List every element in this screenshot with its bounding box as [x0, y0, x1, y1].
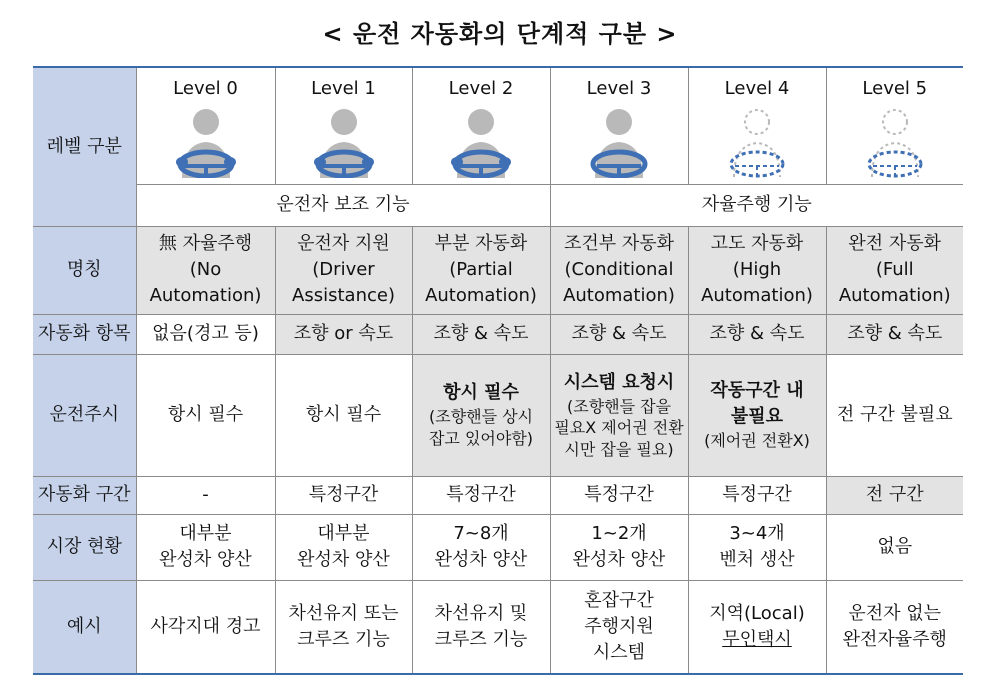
driver-hands-on-wheel-icon — [413, 106, 550, 178]
zone-cell-2: 특정구간 — [412, 476, 550, 514]
monitoring-cell-3 — [550, 354, 688, 476]
example-line: 크루즈 기능 — [297, 628, 390, 650]
level-label: Level 5 — [862, 78, 928, 99]
market-line: 완성차 양산 — [434, 549, 528, 570]
name-en: (Conditional — [564, 258, 674, 280]
example-cell-2 — [412, 580, 550, 674]
zone-cell-3: 특정구간 — [550, 476, 688, 514]
zone-cell-4: 특정구간 — [688, 476, 826, 514]
group-autonomous: 자율주행 기능 — [550, 184, 963, 226]
level-label: Level 0 — [173, 78, 238, 99]
monitoring-note: 시만 잡을 필요) — [564, 439, 674, 459]
row-label-monitoring: 운전주시 — [33, 354, 136, 476]
example-line: 지역(Local) — [709, 602, 805, 624]
name-ko: 고도 자동화 — [710, 232, 804, 254]
market-line: 7~8개 — [453, 522, 509, 544]
items-cell-5: 조향 & 속도 — [826, 314, 963, 354]
market-line: 없음 — [877, 535, 913, 557]
monitoring-cell-5: 전 구간 불필요 — [826, 354, 963, 476]
name-cell-4 — [688, 226, 826, 314]
name-ko: 완전 자동화 — [848, 232, 942, 254]
row-label-zone: 자동화 구간 — [33, 476, 136, 514]
name-en: (High — [732, 258, 782, 280]
row-label-level: 레벨 구분 — [33, 67, 136, 226]
name-en: Assistance) — [292, 285, 395, 307]
monitoring-cell-4 — [688, 354, 826, 476]
market-cell-1 — [275, 514, 412, 580]
level-4-cell — [688, 67, 826, 184]
example-cell-4 — [688, 580, 826, 674]
monitoring-note: 잡고 있어야함) — [428, 429, 534, 449]
monitoring-summary: 시스템 요청시 — [563, 371, 675, 393]
name-cell-3 — [550, 226, 688, 314]
zone-cell-5: 전 구간 — [826, 476, 963, 514]
zone-cell-0: - — [136, 476, 275, 514]
market-line: 완성차 양산 — [297, 549, 390, 570]
monitoring-cell-2 — [412, 354, 550, 476]
market-line: 1~2개 — [591, 522, 647, 544]
row-label-items: 자동화 항목 — [33, 314, 136, 354]
example-line: 무인택시 — [722, 628, 792, 650]
example-line: 차선유지 또는 — [288, 602, 399, 624]
example-line: 사각지대 경고 — [150, 615, 261, 637]
items-cell-0: 없음(경고 등) — [136, 314, 275, 354]
market-line: 대부분 — [317, 522, 370, 544]
market-cell-3 — [550, 514, 688, 580]
name-en: (Full — [875, 258, 914, 280]
monitoring-note: (조향핸들 상시 — [428, 407, 534, 427]
name-cell-5 — [826, 226, 963, 314]
level-label: Level 1 — [311, 78, 376, 99]
dashed-driver-icon — [827, 106, 964, 178]
market-line: 대부분 — [179, 522, 232, 544]
monitoring-summary: 불필요 — [730, 406, 784, 428]
zone-cell-1: 특정구간 — [275, 476, 412, 514]
level-label: Level 3 — [586, 78, 652, 99]
name-en: Automation) — [838, 285, 951, 307]
market-line: 벤처 생산 — [719, 549, 795, 570]
row-label-example: 예시 — [33, 580, 136, 674]
market-cell-0 — [136, 514, 275, 580]
market-cell-4 — [688, 514, 826, 580]
items-cell-4: 조향 & 속도 — [688, 314, 826, 354]
monitoring-cell-1: 항시 필수 — [275, 354, 412, 476]
example-line: 혼잡구간 — [584, 589, 654, 611]
name-en: (Partial — [449, 258, 513, 280]
name-en: Automation) — [701, 285, 813, 307]
dashed-driver-icon — [689, 106, 826, 178]
driver-hands-on-wheel-icon — [276, 106, 412, 178]
market-cell-5 — [826, 514, 963, 580]
level-5-cell — [826, 67, 963, 184]
items-cell-2: 조향 & 속도 — [412, 314, 550, 354]
monitoring-summary: 항시 필수 — [443, 382, 519, 404]
automation-levels-table — [33, 66, 963, 675]
market-line: 3~4개 — [729, 522, 785, 544]
row-label-name: 명칭 — [33, 226, 136, 314]
example-line: 시스템 — [592, 641, 646, 663]
name-ko: 운전자 지원 — [297, 232, 390, 254]
market-line: 완성차 양산 — [159, 549, 252, 570]
monitoring-note: (조향핸들 잡을 — [566, 396, 672, 416]
example-cell-3 — [550, 580, 688, 674]
name-en: Automation) — [563, 285, 675, 307]
name-ko: 無 자율주행 — [158, 232, 253, 254]
level-label: Level 4 — [724, 78, 790, 99]
example-cell-1 — [275, 580, 412, 674]
row-label-market: 시장 현황 — [33, 514, 136, 580]
level-2-cell — [412, 67, 550, 184]
market-line: 완성차 양산 — [572, 549, 666, 570]
monitoring-note: 필요X 제어권 전환 — [554, 418, 684, 438]
market-cell-2 — [412, 514, 550, 580]
monitoring-cell-0: 항시 필수 — [136, 354, 275, 476]
example-cell-0 — [136, 580, 275, 674]
level-1-cell — [275, 67, 412, 184]
example-line: 크루즈 기능 — [434, 628, 528, 650]
example-line: 운전자 없는 — [848, 602, 942, 624]
items-cell-3: 조향 & 속도 — [550, 314, 688, 354]
name-en: Automation) — [425, 285, 537, 307]
monitoring-note: (제어권 전환X) — [704, 431, 810, 451]
level-3-cell — [550, 67, 688, 184]
name-cell-2 — [412, 226, 550, 314]
group-assist: 운전자 보조 기능 — [136, 184, 550, 226]
name-ko: 조건부 자동화 — [563, 232, 675, 254]
example-line: 완전자율주행 — [842, 628, 947, 650]
name-cell-1 — [275, 226, 412, 314]
level-label: Level 2 — [448, 78, 514, 99]
name-en: (Driver — [312, 258, 375, 280]
driver-hands-on-wheel-icon — [137, 106, 275, 178]
items-cell-1: 조향 or 속도 — [275, 314, 412, 354]
page-title: < 운전 자동화의 단계적 구분 > — [322, 20, 678, 48]
monitoring-summary: 작동구간 내 — [710, 380, 804, 402]
level-0-cell — [136, 67, 275, 184]
example-line: 주행지원 — [584, 615, 654, 637]
example-cell-5 — [826, 580, 963, 674]
name-en: (No — [189, 258, 222, 280]
example-line: 차선유지 및 — [434, 602, 528, 624]
name-en: Automation) — [149, 285, 262, 307]
name-cell-0 — [136, 226, 275, 314]
driver-hands-off-wheel-icon — [551, 106, 688, 178]
name-ko: 부분 자동화 — [434, 232, 528, 254]
